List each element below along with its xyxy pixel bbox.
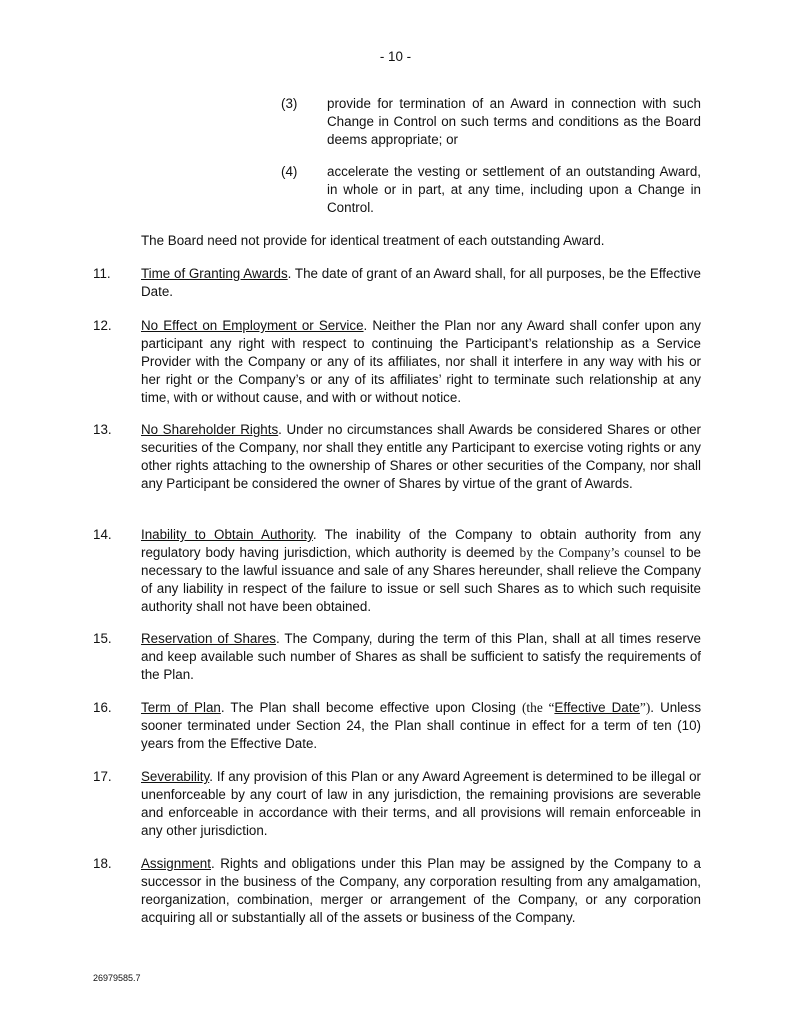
- section-number: 14.: [93, 527, 112, 542]
- section-15: [93, 630, 701, 684]
- section-text: . Unless sooner terminated under Section 24, the Plan shall continue in effect for a term of ten (10) years from the Effective Date.: [141, 700, 702, 751]
- section-number: 13.: [93, 422, 112, 437]
- section-text: . Under no circumstances shall Awards be considered Shares or other securities of the Company, nor shall they entitle any Participant to exercise voting rights or any other rights attaching to the ownership of Shares or other securities of the Company, nor shall any Participant be considered the owner of Shares by virtue of the grant of Awards.: [141, 422, 701, 491]
- section-heading: Severability: [141, 769, 210, 784]
- section-number: 16.: [93, 700, 112, 715]
- section-body: [141, 526, 701, 616]
- section-number: 12.: [93, 318, 112, 333]
- section-body: [141, 265, 701, 301]
- section-text: . Neither the Plan nor any Award shall confer upon any participant any right with respect to continuing the Participant’s relationship as a Service Provider with the Company or any of its affiliates, nor shall it interfere in any way with his or her right or the Company’s or any of its affiliates’ right to terminate such relationship at any time, with or without cause, and with or without notice.: [141, 318, 702, 405]
- document-id-footer: 26979585.7: [93, 973, 141, 983]
- sub-item-text: accelerate the vesting or settlement of an outstanding Award, in whole or in part, at any time, including upon a Change in Control.: [327, 164, 701, 215]
- section-body: [141, 768, 701, 840]
- section-16: [93, 699, 701, 753]
- section-text: . The inability of the Company to obtain authority from any regulatory body having jurisdiction, which authority is deemed: [141, 527, 702, 560]
- section-text: . The Company, during the term of this Plan, shall at all times reserve and keep available such number of Shares as shall be sufficient to satisfy the requirements of the Plan.: [141, 631, 701, 682]
- section-text: . Rights and obligations under this Plan may be assigned by the Company to a successor in the business of the Company, any corporation resulting from any amalgamation, reorganization, combination, merger or arrangement of the Company, or any corporation acquiring all or substantially all of the assets or business of the Company.: [141, 856, 701, 925]
- section-number: 15.: [93, 631, 112, 646]
- section-heading: Inability to Obtain Authority: [141, 527, 313, 542]
- section-heading: Assignment: [141, 856, 211, 871]
- section-12: [93, 317, 701, 407]
- section-17: [93, 768, 701, 840]
- section-body: [141, 630, 701, 684]
- section-number: 17.: [93, 769, 112, 784]
- section-number: 18.: [93, 856, 112, 871]
- section-text-serif: by the Company’s counsel: [519, 545, 665, 560]
- section-18: [93, 855, 701, 927]
- section-heading: No Effect on Employment or Service: [141, 318, 364, 333]
- defined-term: Effective Date: [554, 700, 640, 715]
- sub-item-marker: (4): [281, 164, 298, 179]
- section-body: [141, 317, 701, 407]
- section-14: [93, 526, 701, 616]
- section-text: . The Plan shall become effective upon Closing: [220, 700, 522, 715]
- section-number: 11.: [93, 266, 111, 281]
- section-text: . The date of grant of an Award shall, for all purposes, be the Effective Date.: [141, 266, 701, 299]
- section-body: [141, 421, 701, 493]
- section-text: . If any provision of this Plan or any Award Agreement is determined to be illegal or unenforceable by any court of law in any jurisdiction, the remaining provisions are severable and enforceable in accordance with their terms, and all provisions will remain enforceable in any other jurisdiction.: [141, 769, 701, 838]
- section-heading: No Shareholder Rights: [141, 422, 279, 437]
- section-heading: Term of Plan: [141, 700, 221, 715]
- sub-item-marker: (3): [281, 96, 298, 111]
- section-heading: Reservation of Shares: [141, 631, 276, 646]
- section-text-serif: ”): [639, 700, 651, 715]
- page-number: - 10 -: [379, 49, 412, 64]
- sub-item-text: provide for termination of an Award in connection with such Change in Control on such terms and conditions as the Board deems appropriate; or: [327, 96, 701, 147]
- section-text: to be necessary to the lawful issuance and sale of any Shares hereunder, shall relieve the Company of any liability in respect of the failure to issue or sell such Shares as to which such requisite authority shall not have been obtained.: [141, 545, 701, 614]
- sub-item-4: [281, 163, 701, 217]
- section-13: [93, 421, 701, 493]
- section-body: [141, 699, 701, 753]
- section-heading: Time of Granting Awards: [141, 266, 288, 281]
- sub-item-3: [281, 95, 701, 149]
- section-text-serif: (the “: [521, 700, 555, 715]
- closing-paragraph: The Board need not provide for identical treatment of each outstanding Award.: [141, 233, 605, 248]
- section-11: [93, 265, 701, 301]
- section-body: [141, 855, 701, 927]
